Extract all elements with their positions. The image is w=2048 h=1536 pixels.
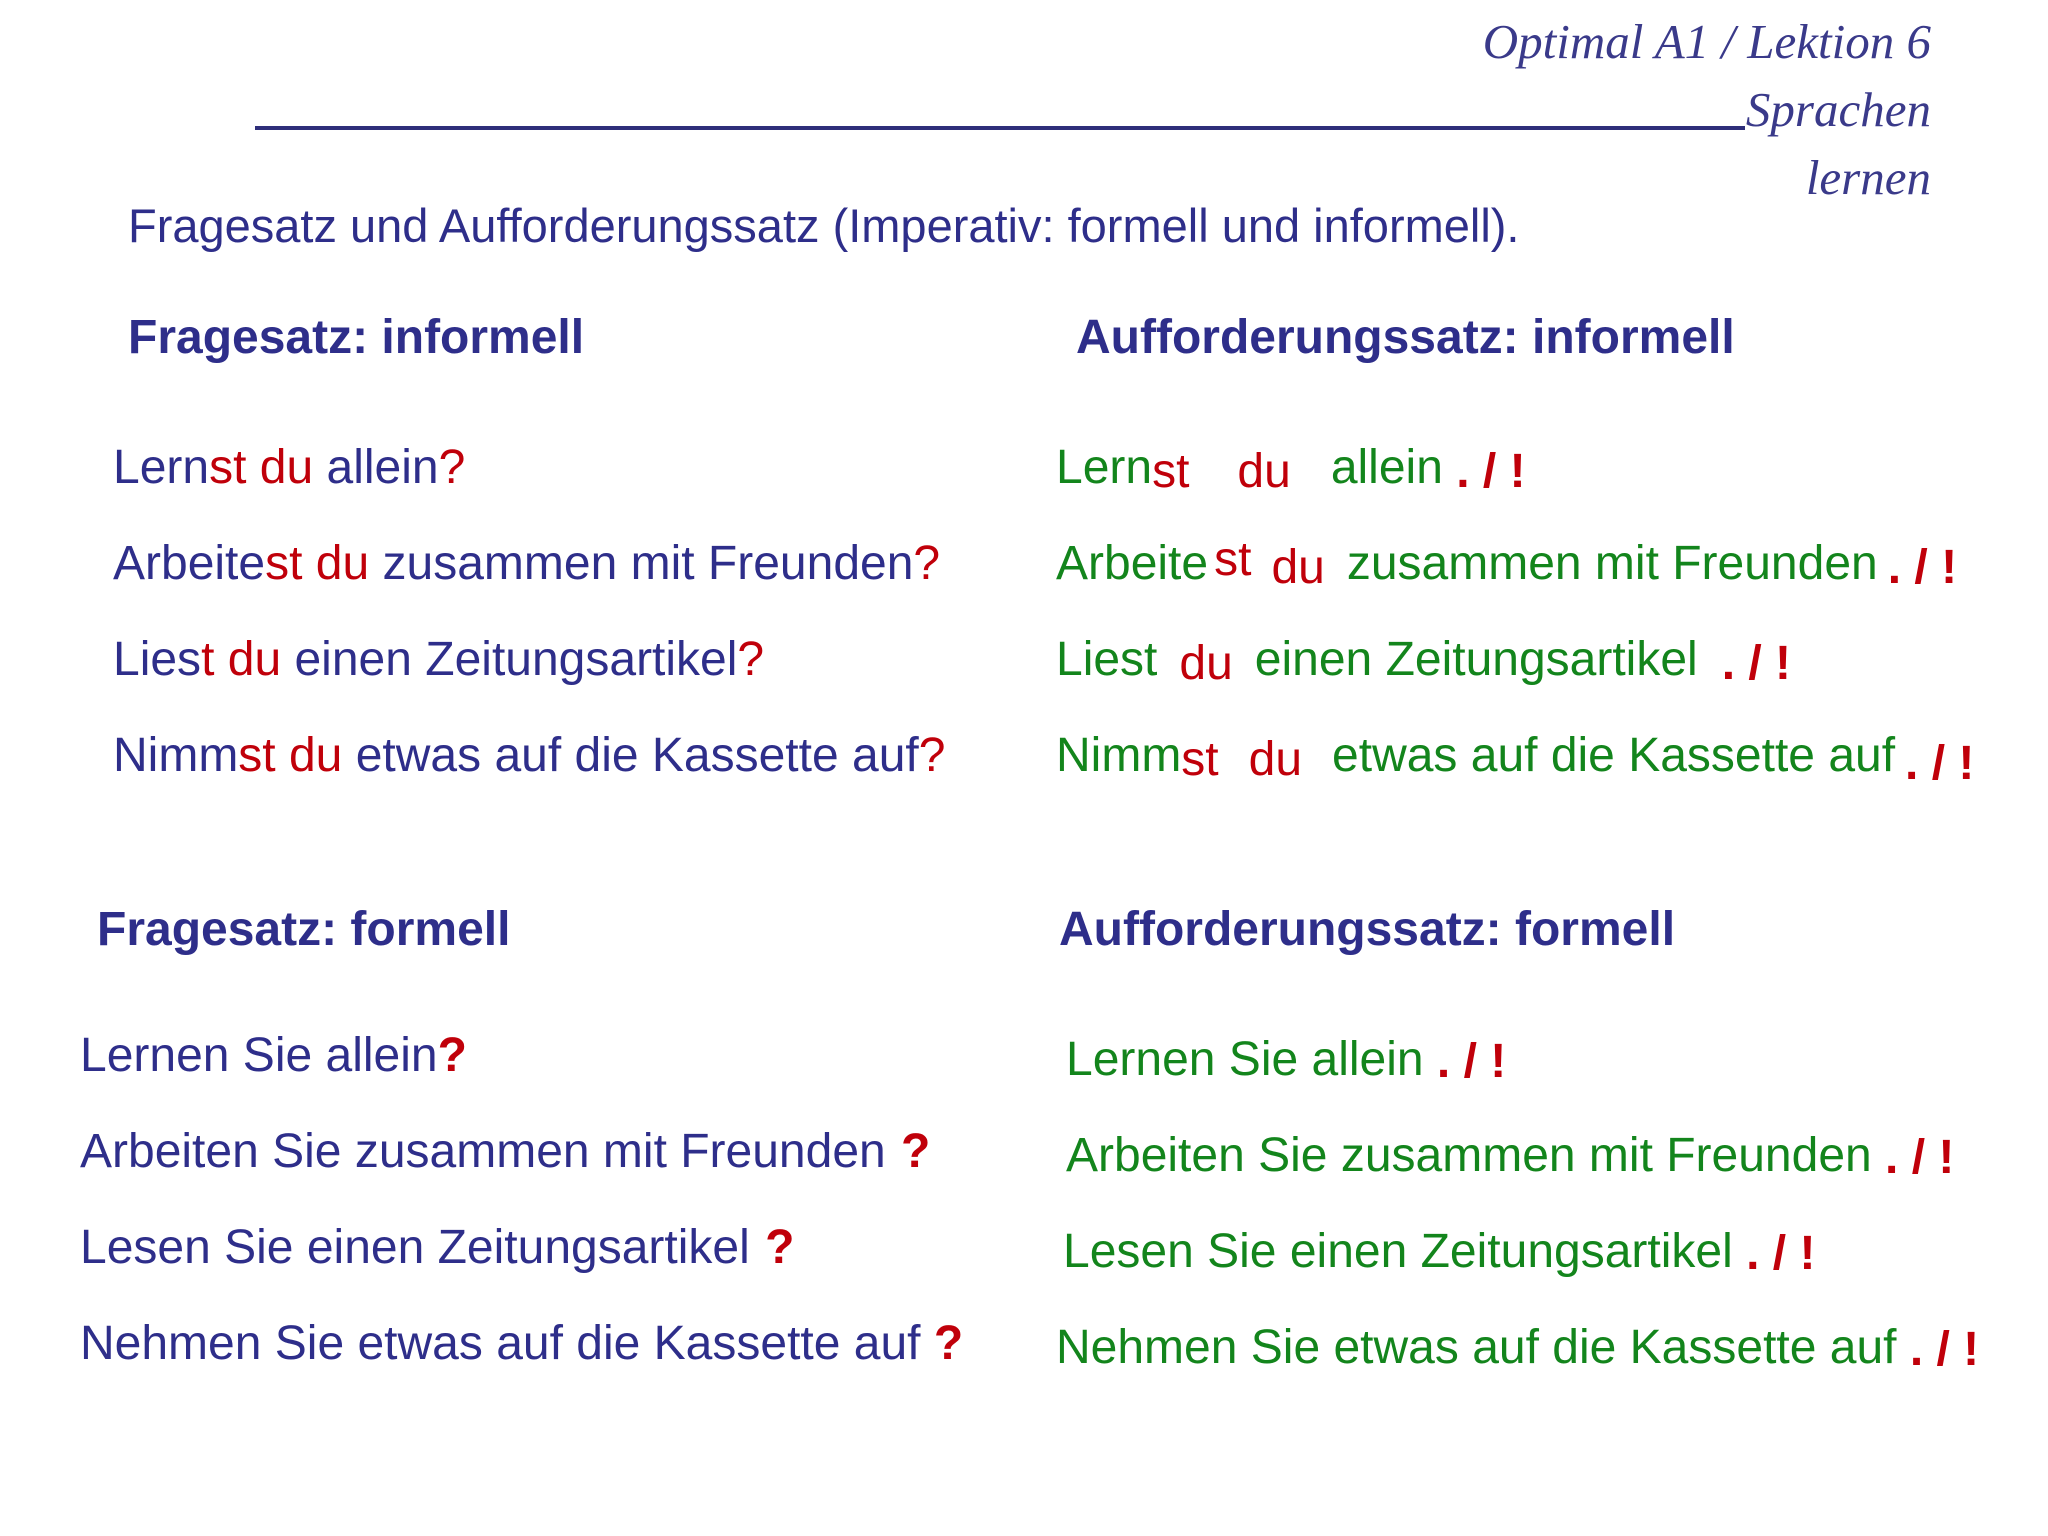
- sentence-rest: einen Zeitungsartikel: [1254, 633, 1698, 686]
- imperative-informal-3: [1056, 632, 1792, 690]
- pronoun: du: [315, 537, 370, 590]
- verb-stem: Lies: [113, 633, 202, 686]
- lesson-header: [1483, 8, 1931, 212]
- imperative-informal-1: [1056, 440, 1526, 498]
- verb-stem: Arbeite: [1056, 537, 1209, 590]
- verb-stem: Liest: [1056, 633, 1158, 686]
- question-mark: ?: [765, 1221, 795, 1274]
- question-mark: ?: [437, 1029, 467, 1082]
- pronoun: du: [227, 633, 282, 686]
- imperative-informal-4: [1056, 728, 1975, 790]
- punctuation-mark: . / !: [1436, 1035, 1507, 1088]
- verb-stem: Lern: [113, 441, 210, 494]
- question-mark: ?: [737, 633, 765, 686]
- sentence-rest: allein: [1330, 441, 1443, 494]
- question-informal-1: [113, 440, 465, 495]
- sentence-text: Lesen Sie einen Zeitungsartikel: [1063, 1225, 1747, 1278]
- question-formal-2: [80, 1124, 930, 1179]
- page-subtitle: Fragesatz und Aufforderungssatz (Imperativ: formell und informell).: [128, 199, 1520, 252]
- header-line-1: Optimal A1 / Lektion 6: [1482, 14, 1931, 69]
- heading-imperative-informal: Aufforderungssatz: informell: [1076, 311, 1735, 364]
- sentence-text: Lernen Sie allein: [80, 1029, 438, 1082]
- question-formal-4: [80, 1316, 963, 1371]
- pronoun: du: [1179, 637, 1233, 690]
- punctuation-mark: . / !: [1905, 737, 1975, 790]
- question-informal-4: [113, 728, 945, 783]
- imperative-informal-2: [1056, 533, 1958, 594]
- verb-stem: Nimm: [1056, 729, 1182, 782]
- pronoun: du: [1248, 733, 1303, 786]
- sentence-rest: allein: [326, 441, 439, 494]
- sentence-text: Nehmen Sie etwas auf die Kassette auf: [80, 1317, 934, 1370]
- verb-ending: st: [1181, 733, 1219, 786]
- verb-ending: st: [1214, 533, 1252, 586]
- header-rule: [255, 126, 1745, 130]
- sentence-rest: einen Zeitungsartikel: [294, 633, 738, 686]
- question-mark: ?: [918, 729, 946, 782]
- question-mark: ?: [933, 1317, 964, 1370]
- verb-stem: Nimm: [113, 729, 239, 782]
- verb-stem: Arbeite: [113, 537, 266, 590]
- question-formal-3: [80, 1220, 794, 1275]
- verb-ending: st: [1152, 445, 1190, 498]
- question-mark: ?: [901, 1125, 931, 1178]
- imperative-formal-2: [1066, 1128, 1954, 1183]
- sentence-text: Lernen Sie allein: [1066, 1033, 1437, 1086]
- sentence-rest: zusammen mit Freunden: [382, 537, 914, 590]
- pronoun: du: [259, 441, 314, 494]
- question-informal-2: [113, 536, 940, 591]
- imperative-formal-1: [1066, 1032, 1506, 1087]
- verb-stem: Lern: [1056, 441, 1153, 494]
- pronoun: du: [288, 729, 343, 782]
- sentence-text: Nehmen Sie etwas auf die Kassette auf: [1056, 1321, 1910, 1374]
- question-formal-1: [80, 1028, 467, 1083]
- sentence-rest: etwas auf die Kassette auf: [355, 729, 919, 782]
- sentence-text: Arbeiten Sie zusammen mit Freunden: [80, 1125, 900, 1178]
- punctuation-mark: . / !: [1885, 1131, 1955, 1184]
- punctuation-mark: . / !: [1909, 1323, 1980, 1376]
- question-mark: ?: [438, 441, 466, 494]
- question-informal-3: [113, 632, 764, 687]
- sentence-rest: zusammen mit Freunden: [1346, 537, 1878, 590]
- heading-question-informal: Fragesatz: informell: [128, 311, 585, 364]
- pronoun: du: [1237, 445, 1291, 498]
- sentence-rest: etwas auf die Kassette auf: [1332, 729, 1896, 782]
- header-line-2: Sprachen: [1745, 82, 1931, 137]
- imperative-formal-4: [1056, 1320, 1979, 1375]
- sentence-text: Lesen Sie einen Zeitungsartikel: [80, 1221, 764, 1274]
- punctuation-mark: . / !: [1746, 1227, 1816, 1280]
- punctuation-mark: . / !: [1456, 445, 1526, 498]
- header-line-3: lernen: [1805, 150, 1931, 205]
- punctuation-mark: . / !: [1887, 541, 1958, 594]
- verb-ending: st: [265, 537, 303, 590]
- punctuation-mark: . / !: [1721, 637, 1792, 690]
- heading-imperative-formal: Aufforderungssatz: formell: [1059, 903, 1676, 956]
- verb-ending: t: [201, 633, 215, 686]
- question-mark: ?: [913, 537, 941, 590]
- verb-ending: st: [238, 729, 276, 782]
- sentence-text: Arbeiten Sie zusammen mit Freunden: [1066, 1129, 1886, 1182]
- verb-ending: st: [209, 441, 247, 494]
- pronoun: du: [1271, 541, 1325, 594]
- imperative-formal-3: [1063, 1224, 1815, 1279]
- heading-question-formal: Fragesatz: formell: [97, 903, 511, 956]
